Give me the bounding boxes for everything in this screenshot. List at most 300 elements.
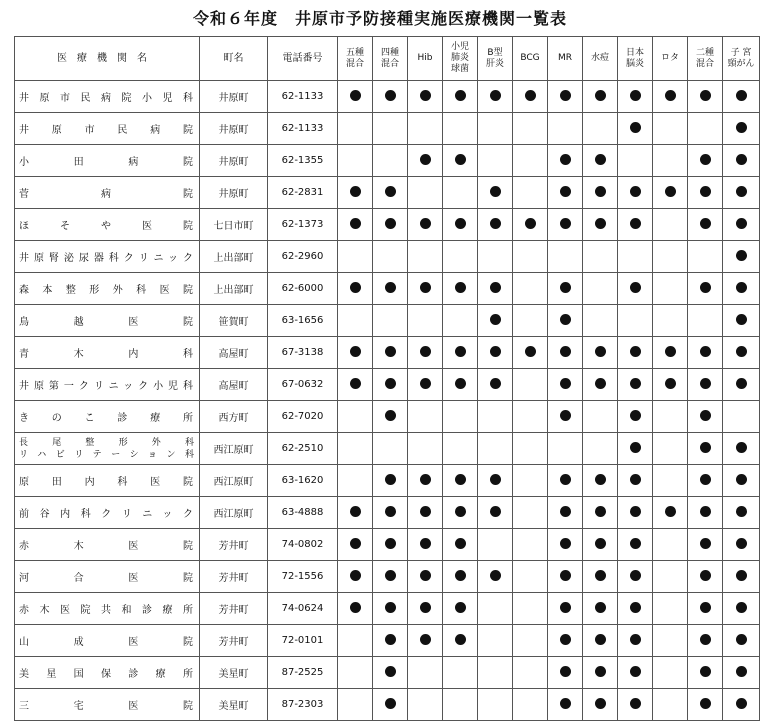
available-dot-icon xyxy=(560,346,571,357)
town: 高屋町 xyxy=(200,337,268,369)
phone-number: 62-1373 xyxy=(268,209,338,241)
clinic-name-cell xyxy=(15,305,200,337)
available-dot-icon xyxy=(665,90,676,101)
available-dot-icon xyxy=(420,474,431,485)
vaccine-cell xyxy=(373,689,408,721)
header-vaccine xyxy=(583,37,618,81)
table-body xyxy=(15,81,760,721)
available-dot-icon xyxy=(630,602,641,613)
table-row xyxy=(15,177,760,209)
town: 七日市町 xyxy=(200,209,268,241)
vaccine-cell xyxy=(513,529,548,561)
vaccine-cell xyxy=(548,497,583,529)
vaccine-cell xyxy=(583,433,618,465)
vaccine-cell xyxy=(618,305,653,337)
available-dot-icon xyxy=(595,666,606,677)
available-dot-icon xyxy=(385,474,396,485)
table-row xyxy=(15,401,760,433)
vaccine-cell xyxy=(618,177,653,209)
vaccine-cell xyxy=(513,337,548,369)
vaccine-cell xyxy=(723,305,760,337)
clinic-name: 井原市民病院 xyxy=(19,125,195,136)
vaccine-cell xyxy=(408,529,443,561)
available-dot-icon xyxy=(420,570,431,581)
clinic-name: 原田内科医院 xyxy=(19,477,195,488)
available-dot-icon xyxy=(385,218,396,229)
available-dot-icon xyxy=(736,218,747,229)
header-vaccine xyxy=(338,37,373,81)
available-dot-icon xyxy=(700,90,711,101)
available-dot-icon xyxy=(700,282,711,293)
vaccine-cell xyxy=(583,177,618,209)
vaccine-cell xyxy=(443,209,478,241)
clinic-name-cell xyxy=(15,273,200,305)
vaccine-cell xyxy=(443,593,478,625)
clinic-name: 三宅医院 xyxy=(19,701,195,712)
clinic-name-cell xyxy=(15,113,200,145)
town: 井原町 xyxy=(200,145,268,177)
clinic-name-cell xyxy=(15,337,200,369)
vaccine-cell xyxy=(688,465,723,497)
available-dot-icon xyxy=(736,442,747,453)
vaccine-cell xyxy=(513,593,548,625)
town: 高屋町 xyxy=(200,369,268,401)
available-dot-icon xyxy=(420,378,431,389)
vaccine-cell xyxy=(583,113,618,145)
vaccine-cell xyxy=(443,177,478,209)
vaccine-cell xyxy=(618,337,653,369)
vaccine-cell xyxy=(688,81,723,113)
available-dot-icon xyxy=(385,506,396,517)
vaccine-cell xyxy=(688,689,723,721)
available-dot-icon xyxy=(630,538,641,549)
vaccine-cell xyxy=(583,625,618,657)
vaccine-cell xyxy=(443,401,478,433)
available-dot-icon xyxy=(736,570,747,581)
vaccine-cell xyxy=(478,401,513,433)
available-dot-icon xyxy=(736,346,747,357)
vaccine-cell xyxy=(373,241,408,273)
table-row xyxy=(15,209,760,241)
available-dot-icon xyxy=(595,570,606,581)
phone-number: 63-4888 xyxy=(268,497,338,529)
vaccine-cell xyxy=(338,593,373,625)
vaccine-cell xyxy=(688,529,723,561)
vaccine-cell xyxy=(478,593,513,625)
vaccine-cell xyxy=(653,241,688,273)
vaccine-cell xyxy=(478,145,513,177)
available-dot-icon xyxy=(595,378,606,389)
vaccine-cell xyxy=(513,433,548,465)
available-dot-icon xyxy=(736,634,747,645)
phone-number: 63-1656 xyxy=(268,305,338,337)
clinic-name: 井原第一クリニック小児科 xyxy=(19,381,195,392)
header-vaccine-label: BCG xyxy=(520,53,540,63)
header-vaccine-label: 二種 混合 xyxy=(695,47,714,69)
available-dot-icon xyxy=(700,538,711,549)
available-dot-icon xyxy=(630,218,641,229)
vaccine-cell xyxy=(408,561,443,593)
vaccine-cell xyxy=(618,81,653,113)
available-dot-icon xyxy=(490,282,501,293)
vaccine-cell xyxy=(373,465,408,497)
vaccine-cell xyxy=(723,337,760,369)
vaccine-cell xyxy=(583,81,618,113)
available-dot-icon xyxy=(525,346,536,357)
available-dot-icon xyxy=(420,282,431,293)
town: 芳井町 xyxy=(200,625,268,657)
available-dot-icon xyxy=(420,154,431,165)
vaccine-cell xyxy=(373,369,408,401)
vaccine-cell xyxy=(373,593,408,625)
available-dot-icon xyxy=(700,474,711,485)
available-dot-icon xyxy=(665,186,676,197)
vaccine-cell xyxy=(653,657,688,689)
available-dot-icon xyxy=(350,90,361,101)
clinic-name: 赤木医院共和診療所 xyxy=(19,605,195,616)
vaccine-cell xyxy=(408,145,443,177)
vaccine-cell xyxy=(723,433,760,465)
phone-number: 62-1133 xyxy=(268,113,338,145)
vaccine-cell xyxy=(618,561,653,593)
available-dot-icon xyxy=(630,186,641,197)
vaccine-cell xyxy=(338,209,373,241)
phone-number: 62-2510 xyxy=(268,433,338,465)
vaccine-cell xyxy=(583,529,618,561)
vaccine-cell xyxy=(618,433,653,465)
clinic-name: 美星国保診療所 xyxy=(19,669,195,680)
vaccine-cell xyxy=(618,625,653,657)
vaccine-cell xyxy=(548,369,583,401)
phone-number: 62-1133 xyxy=(268,81,338,113)
available-dot-icon xyxy=(736,186,747,197)
vaccine-cell xyxy=(478,209,513,241)
vaccine-cell xyxy=(653,273,688,305)
vaccine-cell xyxy=(513,561,548,593)
phone-number: 62-2831 xyxy=(268,177,338,209)
clinic-name-cell xyxy=(15,497,200,529)
vaccine-cell xyxy=(688,433,723,465)
table-row xyxy=(15,369,760,401)
phone-number: 67-0632 xyxy=(268,369,338,401)
vaccine-cell xyxy=(338,689,373,721)
header-vaccine-label: ロタ xyxy=(660,53,679,63)
vaccine-cell xyxy=(408,337,443,369)
table-row xyxy=(15,337,760,369)
header-vaccine-label: 日本 脳炎 xyxy=(625,47,644,69)
vaccine-cell xyxy=(548,81,583,113)
vaccine-cell xyxy=(443,625,478,657)
header-vaccine-label: 小児 肺炎 球菌 xyxy=(450,42,469,74)
vaccine-cell xyxy=(688,657,723,689)
available-dot-icon xyxy=(385,90,396,101)
vaccine-cell xyxy=(513,657,548,689)
vaccine-cell xyxy=(548,657,583,689)
town: 美星町 xyxy=(200,657,268,689)
available-dot-icon xyxy=(455,218,466,229)
available-dot-icon xyxy=(630,634,641,645)
header-vaccine xyxy=(723,37,760,81)
vaccine-cell xyxy=(583,337,618,369)
vaccine-cell xyxy=(548,273,583,305)
vaccine-cell xyxy=(688,209,723,241)
town: 笹賀町 xyxy=(200,305,268,337)
available-dot-icon xyxy=(385,634,396,645)
vaccine-cell xyxy=(513,145,548,177)
clinic-name-cell xyxy=(15,401,200,433)
available-dot-icon xyxy=(420,602,431,613)
vaccine-cell xyxy=(618,369,653,401)
vaccine-cell xyxy=(618,401,653,433)
vaccine-cell xyxy=(373,401,408,433)
vaccine-cell xyxy=(583,657,618,689)
available-dot-icon xyxy=(490,506,501,517)
vaccine-cell xyxy=(548,465,583,497)
available-dot-icon xyxy=(736,314,747,325)
header-vaccine-label: 子 宮 頸がん xyxy=(727,47,755,69)
vaccine-cell xyxy=(373,209,408,241)
available-dot-icon xyxy=(420,634,431,645)
available-dot-icon xyxy=(350,282,361,293)
vaccine-cell xyxy=(653,689,688,721)
clinic-name: 赤木医院 xyxy=(19,541,195,552)
vaccine-cell xyxy=(723,145,760,177)
available-dot-icon xyxy=(665,378,676,389)
available-dot-icon xyxy=(630,378,641,389)
vaccine-cell xyxy=(688,401,723,433)
available-dot-icon xyxy=(560,314,571,325)
header-vaccine xyxy=(408,37,443,81)
available-dot-icon xyxy=(595,474,606,485)
vaccine-cell xyxy=(513,689,548,721)
header-town: 町名 xyxy=(200,37,268,81)
vaccine-cell xyxy=(548,689,583,721)
vaccine-cell xyxy=(653,337,688,369)
available-dot-icon xyxy=(736,154,747,165)
town: 芳井町 xyxy=(200,561,268,593)
town: 西江原町 xyxy=(200,465,268,497)
header-vaccine xyxy=(373,37,408,81)
available-dot-icon xyxy=(700,570,711,581)
vaccine-cell xyxy=(338,401,373,433)
vaccine-cell xyxy=(653,465,688,497)
vaccine-cell xyxy=(478,497,513,529)
clinic-name: 井原腎泌尿器科クリニック xyxy=(19,253,195,264)
available-dot-icon xyxy=(560,154,571,165)
vaccine-cell xyxy=(653,561,688,593)
table-row xyxy=(15,81,760,113)
available-dot-icon xyxy=(595,218,606,229)
vaccine-cell xyxy=(408,209,443,241)
header-vaccine xyxy=(478,37,513,81)
vaccine-cell xyxy=(618,593,653,625)
vaccine-cell xyxy=(408,305,443,337)
available-dot-icon xyxy=(350,506,361,517)
vaccine-cell xyxy=(373,561,408,593)
phone-number: 72-0101 xyxy=(268,625,338,657)
town: 西方町 xyxy=(200,401,268,433)
clinic-name: ほそや医院 xyxy=(19,221,195,232)
vaccine-cell xyxy=(338,369,373,401)
phone-number: 74-0802 xyxy=(268,529,338,561)
vaccine-cell xyxy=(583,145,618,177)
available-dot-icon xyxy=(350,346,361,357)
clinic-name-cell xyxy=(15,81,200,113)
vaccine-cell xyxy=(548,593,583,625)
header-vaccine xyxy=(443,37,478,81)
vaccine-cell xyxy=(583,305,618,337)
vaccine-cell xyxy=(583,689,618,721)
vaccine-cell xyxy=(618,113,653,145)
available-dot-icon xyxy=(560,474,571,485)
available-dot-icon xyxy=(700,634,711,645)
available-dot-icon xyxy=(525,218,536,229)
vaccine-cell xyxy=(618,657,653,689)
available-dot-icon xyxy=(560,634,571,645)
available-dot-icon xyxy=(350,538,361,549)
vaccine-cell xyxy=(723,497,760,529)
vaccine-cell xyxy=(583,273,618,305)
available-dot-icon xyxy=(736,538,747,549)
clinic-name-cell xyxy=(15,625,200,657)
vaccine-cell xyxy=(688,625,723,657)
available-dot-icon xyxy=(630,570,641,581)
vaccine-cell xyxy=(723,465,760,497)
vaccine-cell xyxy=(338,657,373,689)
vaccine-cell xyxy=(338,241,373,273)
vaccine-cell xyxy=(513,497,548,529)
available-dot-icon xyxy=(455,538,466,549)
vaccine-cell xyxy=(478,337,513,369)
vaccine-cell xyxy=(478,369,513,401)
vaccine-cell xyxy=(408,657,443,689)
vaccine-cell xyxy=(618,497,653,529)
vaccine-cell xyxy=(548,305,583,337)
available-dot-icon xyxy=(385,698,396,709)
table-row xyxy=(15,433,760,465)
available-dot-icon xyxy=(736,474,747,485)
vaccine-cell xyxy=(338,177,373,209)
vaccine-cell xyxy=(618,529,653,561)
clinic-name-cell xyxy=(15,689,200,721)
vaccine-cell xyxy=(548,625,583,657)
vaccine-cell xyxy=(478,689,513,721)
vaccine-cell xyxy=(688,369,723,401)
available-dot-icon xyxy=(560,186,571,197)
available-dot-icon xyxy=(700,218,711,229)
table-row xyxy=(15,593,760,625)
phone-number: 62-2960 xyxy=(268,241,338,273)
vaccine-cell xyxy=(653,593,688,625)
vaccine-cell xyxy=(443,369,478,401)
vaccine-cell xyxy=(443,305,478,337)
available-dot-icon xyxy=(560,410,571,421)
available-dot-icon xyxy=(700,442,711,453)
vaccine-cell xyxy=(653,113,688,145)
header-vaccine xyxy=(688,37,723,81)
available-dot-icon xyxy=(525,90,536,101)
vaccine-cell xyxy=(723,401,760,433)
vaccine-cell xyxy=(443,145,478,177)
available-dot-icon xyxy=(595,698,606,709)
vaccine-cell xyxy=(478,657,513,689)
vaccine-cell xyxy=(723,177,760,209)
vaccine-cell xyxy=(373,529,408,561)
header-vaccine xyxy=(548,37,583,81)
available-dot-icon xyxy=(700,378,711,389)
vaccine-cell xyxy=(373,625,408,657)
header-vaccine-label: Hib xyxy=(417,53,433,63)
available-dot-icon xyxy=(490,186,501,197)
town: 上出部町 xyxy=(200,273,268,305)
vaccine-cell xyxy=(408,689,443,721)
vaccine-cell xyxy=(373,497,408,529)
vaccine-cell xyxy=(408,401,443,433)
vaccine-cell xyxy=(338,465,373,497)
available-dot-icon xyxy=(630,666,641,677)
vaccine-cell xyxy=(653,81,688,113)
vaccine-cell xyxy=(408,81,443,113)
town: 上出部町 xyxy=(200,241,268,273)
available-dot-icon xyxy=(385,538,396,549)
phone-number: 67-3138 xyxy=(268,337,338,369)
vaccine-cell xyxy=(618,209,653,241)
table-row xyxy=(15,305,760,337)
available-dot-icon xyxy=(630,410,641,421)
clinic-name-cell xyxy=(15,209,200,241)
table-row xyxy=(15,657,760,689)
vaccine-cell xyxy=(583,497,618,529)
vaccine-cell xyxy=(338,497,373,529)
vaccine-cell xyxy=(443,433,478,465)
vaccine-cell xyxy=(653,497,688,529)
vaccine-cell xyxy=(478,305,513,337)
vaccine-cell xyxy=(408,433,443,465)
phone-number: 62-1355 xyxy=(268,145,338,177)
available-dot-icon xyxy=(350,378,361,389)
available-dot-icon xyxy=(490,378,501,389)
available-dot-icon xyxy=(595,538,606,549)
vaccine-cell xyxy=(548,337,583,369)
header-vaccine-label: 四種 混合 xyxy=(380,47,399,69)
available-dot-icon xyxy=(595,602,606,613)
vaccine-cell xyxy=(653,433,688,465)
phone-number: 72-1556 xyxy=(268,561,338,593)
available-dot-icon xyxy=(700,154,711,165)
available-dot-icon xyxy=(455,346,466,357)
available-dot-icon xyxy=(385,346,396,357)
vaccine-cell xyxy=(338,113,373,145)
table-row xyxy=(15,465,760,497)
table-row xyxy=(15,625,760,657)
available-dot-icon xyxy=(595,634,606,645)
vaccine-cell xyxy=(583,465,618,497)
phone-number: 87-2303 xyxy=(268,689,338,721)
vaccine-cell xyxy=(338,561,373,593)
available-dot-icon xyxy=(665,506,676,517)
vaccine-cell xyxy=(513,305,548,337)
available-dot-icon xyxy=(455,154,466,165)
vaccine-cell xyxy=(478,561,513,593)
available-dot-icon xyxy=(560,506,571,517)
clinic-name: 鳥越医院 xyxy=(19,317,195,328)
vaccine-cell xyxy=(618,689,653,721)
vaccine-cell xyxy=(548,145,583,177)
available-dot-icon xyxy=(595,154,606,165)
vaccine-cell xyxy=(723,273,760,305)
vaccine-cell xyxy=(548,561,583,593)
vaccine-cell xyxy=(513,625,548,657)
